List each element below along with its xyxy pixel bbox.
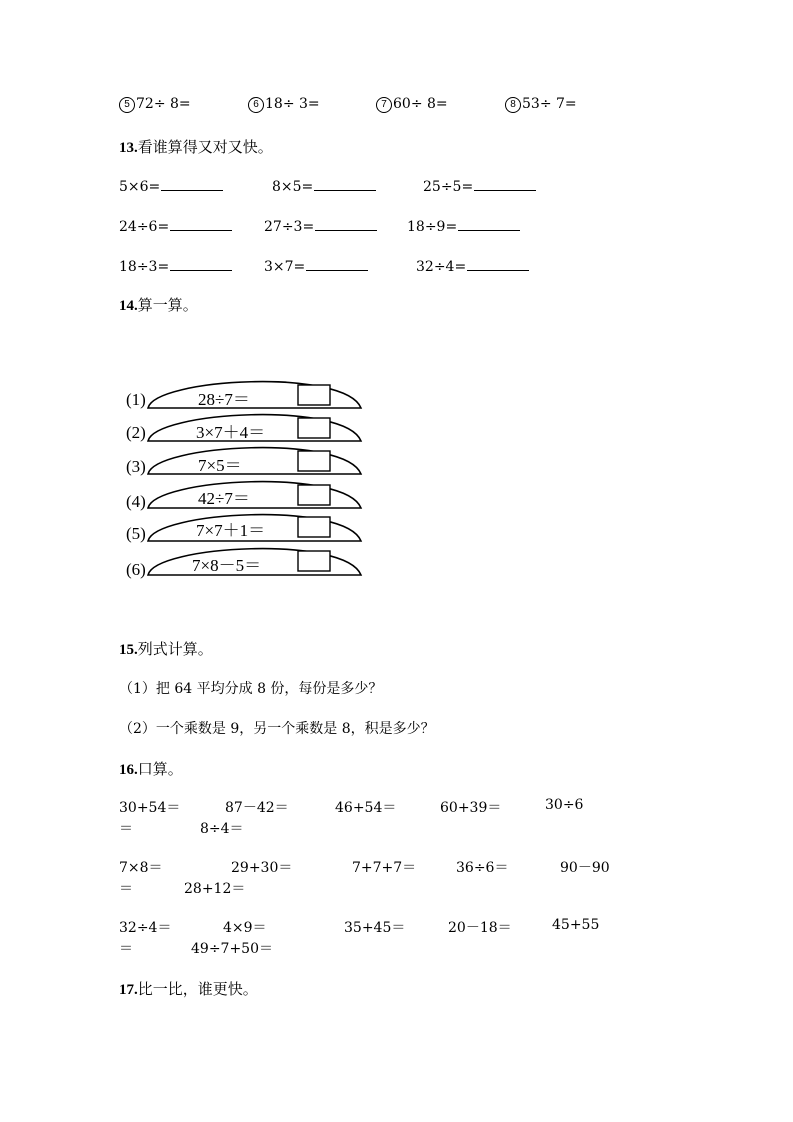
- q16-item: ＝: [119, 821, 133, 837]
- q13-cell: 8×5=: [272, 177, 376, 195]
- question-text: 列式计算。: [137, 640, 213, 658]
- expression: 53÷ 7=: [522, 96, 577, 112]
- row-label: (2): [126, 423, 146, 442]
- q16-item: 87－42＝: [225, 800, 289, 816]
- answer-blank[interactable]: [458, 217, 520, 231]
- top-row-item-6: [248, 96, 320, 113]
- expression: 18÷ 3=: [265, 96, 320, 112]
- answer-blank[interactable]: [170, 217, 232, 231]
- row-label: (5): [126, 524, 146, 543]
- q16-item: 4×9＝: [223, 920, 267, 936]
- q16-item: 32÷4＝: [119, 920, 172, 936]
- q13-cell: 24÷6=: [119, 217, 232, 235]
- expression: 72÷ 8=: [136, 96, 191, 112]
- q15-subquestion-2: （2）一个乘数是 9，另一个乘数是 8，积是多少？: [119, 721, 435, 737]
- row-label: (1): [126, 390, 146, 409]
- q13-cell: 18÷9=: [407, 217, 520, 235]
- answer-box: [298, 551, 330, 571]
- question-number: 14.: [119, 298, 138, 314]
- row-label: (3): [126, 457, 146, 476]
- q16-item: 46+54＝: [335, 800, 397, 816]
- answer-blank[interactable]: [306, 257, 368, 271]
- answer-blank[interactable]: [170, 257, 232, 271]
- q16-item: 30÷6: [545, 797, 584, 813]
- question-number: 15.: [119, 642, 138, 658]
- q16-item: ＝: [119, 881, 133, 897]
- question-17-title: [119, 978, 258, 999]
- arc-expression: 28÷7＝: [198, 390, 250, 409]
- q13-cell: 5×6=: [119, 177, 223, 195]
- row-label: (6): [126, 560, 146, 579]
- arc-expression: 3×7＋4＝: [196, 423, 266, 442]
- top-row-item-7: [376, 96, 448, 113]
- q16-item: 28+12＝: [184, 881, 246, 897]
- circled-number: 5: [119, 97, 135, 113]
- arc-expression: 42÷7＝: [198, 489, 250, 508]
- question-text: 算一算。: [137, 296, 198, 314]
- question-text: 口算。: [137, 760, 183, 778]
- arc-expression: 7×7＋1＝: [196, 521, 266, 540]
- answer-box: [298, 385, 330, 405]
- q16-item: ＝: [119, 941, 133, 957]
- q16-item: 30+54＝: [119, 800, 181, 816]
- question-14-title: [119, 294, 198, 315]
- question-number: 17.: [119, 982, 138, 998]
- q16-item: 7+7+7＝: [352, 860, 417, 876]
- q16-item: 8÷4＝: [200, 821, 244, 837]
- expression: 60÷ 8=: [393, 96, 448, 112]
- q16-item: 7×8＝: [119, 860, 163, 876]
- question-15-title: [119, 638, 213, 659]
- arc-expression: 7×8－5＝: [192, 556, 262, 575]
- answer-box: [298, 418, 330, 438]
- circled-number: 8: [505, 97, 521, 113]
- question-text: 比一比，谁更快。: [137, 980, 258, 998]
- q13-cell: 3×7=: [264, 257, 368, 275]
- q16-item: 90－90: [560, 860, 610, 876]
- answer-blank[interactable]: [314, 177, 376, 191]
- question-13-title: [119, 136, 273, 157]
- q16-item: 35+45＝: [344, 920, 406, 936]
- answer-blank[interactable]: [474, 177, 536, 191]
- q16-item: 20－18＝: [448, 920, 512, 936]
- circled-number: 6: [248, 97, 264, 113]
- answer-blank[interactable]: [467, 257, 529, 271]
- answer-box: [298, 451, 330, 471]
- answer-blank[interactable]: [315, 217, 377, 231]
- arc-expression: 7×5＝: [198, 456, 242, 475]
- question-number: 16.: [119, 762, 138, 778]
- q16-item: 49÷7+50＝: [191, 941, 273, 957]
- q13-cell: 18÷3=: [119, 257, 232, 275]
- question-16-title: [119, 758, 183, 779]
- answer-box: [298, 485, 330, 505]
- q15-subquestion-1: （1）把 64 平均分成 8 份，每份是多少？: [119, 681, 383, 697]
- answer-blank[interactable]: [161, 177, 223, 191]
- top-row-item-8: [505, 96, 577, 113]
- q16-item: 45+55: [552, 917, 600, 933]
- q16-item: 36÷6＝: [456, 860, 509, 876]
- q13-cell: 27÷3=: [264, 217, 377, 235]
- q16-item: 29+30＝: [231, 860, 293, 876]
- q16-item: 60+39＝: [440, 800, 502, 816]
- answer-box: [298, 517, 330, 537]
- row-label: (4): [126, 492, 146, 511]
- question-number: 13.: [119, 140, 138, 156]
- q13-cell: 32÷4=: [416, 257, 529, 275]
- q13-cell: 25÷5=: [423, 177, 536, 195]
- circled-number: 7: [376, 97, 392, 113]
- top-row-item-5: [119, 96, 191, 113]
- question-text: 看谁算得又对又快。: [137, 138, 273, 156]
